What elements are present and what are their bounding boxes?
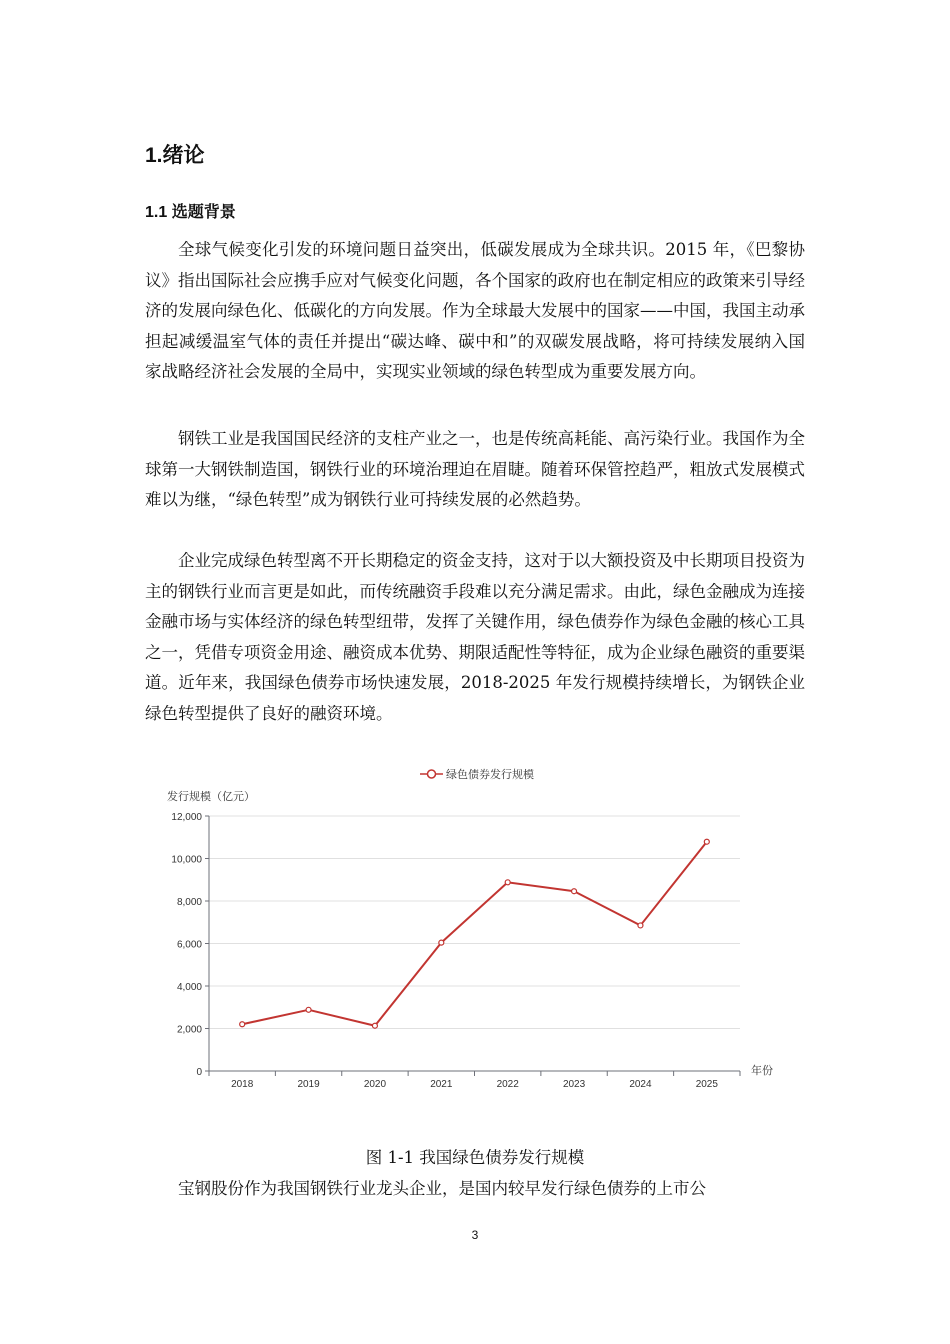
data-point xyxy=(638,923,643,928)
data-point xyxy=(240,1022,245,1027)
y-tick-label: 4,000 xyxy=(176,982,202,993)
data-point xyxy=(704,839,709,844)
green-bond-chart xyxy=(145,762,785,1097)
x-tick-label: 2020 xyxy=(363,1079,387,1090)
y-tick-label: 8,000 xyxy=(176,897,202,908)
x-tick-label: 2022 xyxy=(496,1079,519,1090)
legend-marker xyxy=(428,770,436,778)
y-axis-title: 发行规模（亿元） xyxy=(167,791,255,803)
chart-legend xyxy=(420,767,534,781)
section-heading: 1.1 选题背景 xyxy=(145,204,236,221)
x-tick-label: 2021 xyxy=(430,1079,453,1090)
page-number: 3 xyxy=(471,1228,479,1242)
series-path xyxy=(242,842,707,1026)
x-tick-label: 2019 xyxy=(297,1079,320,1090)
y-tick-label: 10,000 xyxy=(171,854,202,866)
data-point xyxy=(306,1007,311,1012)
series-line xyxy=(240,839,710,1028)
x-axis xyxy=(209,1071,740,1090)
x-tick-label: 2025 xyxy=(695,1079,718,1090)
data-point xyxy=(439,940,444,945)
x-tick-label: 2018 xyxy=(231,1079,254,1090)
paragraph-1: 全球气候变化引发的环境问题日益突出，低碳发展成为全球共识。2015 年，《巴黎协议》指出国际社会应携手应对气候变化问题，各个国家的政府也在制定相应的政策来引导经济的发展向绿色化、低碳化的方向发展。作为全球最大发展中的国家——中国，我国主动承担起减缓温室气体的责任并提出“碳达峰、碳中和”的双碳发展战略，将可持续发展纳入国家战略经济社会发展的全局中，实现实业领域的绿色转型成为重要发展方向。 xyxy=(145,240,805,382)
data-point xyxy=(572,889,577,894)
paragraph-4: 宝钢股份作为我国钢铁行业龙头企业，是国内较早发行绿色债券的上市公 xyxy=(178,1179,706,1198)
figure-caption: 图 1-1 我国绿色债券发行规模 xyxy=(365,1148,585,1167)
x-tick-label: 2024 xyxy=(629,1079,652,1090)
paragraph-2: 钢铁工业是我国国民经济的支柱产业之一，也是传统高耗能、高污染行业。我国作为全球第一大钢铁制造国，钢铁行业的环境治理迫在眉睫。随着环保管控趋严，粗放式发展模式难以为继，“绿色转型”成为钢铁行业可持续发展的必然趋势。 xyxy=(145,429,805,510)
y-tick-label: 12,000 xyxy=(171,812,202,823)
x-axis-title: 年份 xyxy=(751,1065,773,1077)
y-tick-label: 0 xyxy=(196,1067,202,1078)
paragraph-3: 企业完成绿色转型离不开长期稳定的资金支持，这对于以大额投资及中长期项目投资为主的钢铁行业而言更是如此，而传统融资手段难以充分满足需求。由此，绿色金融成为连接金融市场与实体经济的绿色转型纽带，发挥了关键作用，绿色债券作为绿色金融的核心工具之一，凭借专项资金用途、融资成本优势、期限适配性等特征，成为企业绿色融资的重要渠道。近年来，我国绿色债券市场快速发展，2018-2025 年发行规模持续增长，为钢铁企业绿色转型提供了良好的融资环境。 xyxy=(145,551,805,723)
data-point xyxy=(505,880,510,885)
x-tick-label: 2023 xyxy=(562,1079,586,1090)
y-tick-label: 6,000 xyxy=(176,939,202,951)
y-axis-ticks xyxy=(171,812,209,1078)
y-tick-label: 2,000 xyxy=(176,1024,202,1036)
grid-lines xyxy=(209,816,740,1029)
data-point xyxy=(372,1023,377,1028)
chapter-heading: 1.绪论 xyxy=(145,144,205,167)
legend-label: 绿色债券发行规模 xyxy=(446,769,534,781)
